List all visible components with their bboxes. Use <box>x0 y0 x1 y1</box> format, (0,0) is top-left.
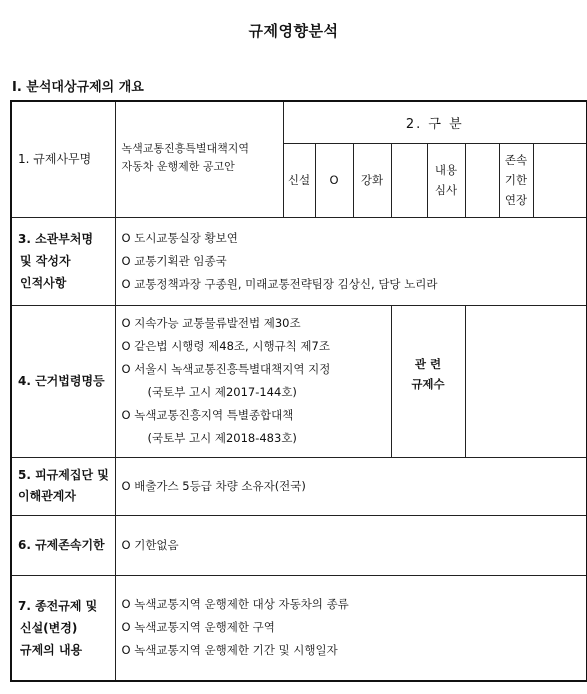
list-item: O 교통정책과장 구종원, 미래교통전략팀장 김상신, 담당 노리라 <box>121 276 438 291</box>
list-item: O 녹색교통지역 운행제한 대상 자동차의 종류 <box>121 597 349 612</box>
option-strengthen-mark <box>391 143 427 217</box>
option-new-label: 신설 <box>283 143 315 217</box>
regulation-overview-table <box>10 100 587 682</box>
regulation-name-label: 1. 규제사무명 <box>11 101 115 217</box>
regulation-name-line: 자동차 운행제한 공고안 <box>121 160 235 173</box>
regulation-content-value <box>115 575 587 681</box>
legal-basis-value <box>115 305 391 457</box>
document-title: 규제영향분석 <box>248 22 339 40</box>
table-row <box>11 515 587 575</box>
classification-header: 2. 구 분 <box>283 101 587 143</box>
option-term-extension-mark <box>533 143 587 217</box>
legal-basis-label: 4. 근거법령명등 <box>11 305 115 457</box>
regulated-group-value: O 배출가스 5등급 차량 소유자(전국) <box>115 457 587 515</box>
regulation-period-label: 6. 규제존속기한 <box>11 515 115 575</box>
list-item: O 녹색교통지역 운행제한 구역 <box>121 620 275 635</box>
list-item: O 교통기획관 임종국 <box>121 253 227 268</box>
option-new-mark: O <box>315 143 353 217</box>
table-row <box>11 575 587 681</box>
regulation-name-line: 녹색교통진흥특별대책지역 <box>121 142 250 155</box>
list-item: O 녹색교통지역 운행제한 기간 및 시행일자 <box>121 643 338 658</box>
table-row <box>11 457 587 515</box>
list-item: O 도시교통실장 황보연 <box>121 230 238 245</box>
related-regulations-label: 관 련 규제수 <box>391 305 465 457</box>
list-item: O 지속가능 교통물류발전법 제30조 <box>121 316 301 330</box>
option-strengthen-label: 강화 <box>353 143 391 217</box>
table-row <box>11 101 587 143</box>
table-row <box>11 305 587 457</box>
related-regulations-value <box>465 305 587 457</box>
list-item: O 녹색교통진흥지역 특별종합대책 <box>121 408 294 422</box>
option-term-extension-label: 존속 기한 연장 <box>499 143 533 217</box>
ministry-label: 3. 소관부처명 및 작성자 인적사항 <box>11 217 115 305</box>
regulation-content-label: 7. 종전규제 및 신설(변경) 규제의 내용 <box>11 575 115 681</box>
ministry-value <box>115 217 587 305</box>
regulation-name-value <box>115 101 283 217</box>
regulation-period-value: O 기한없음 <box>115 515 587 575</box>
option-content-review-label: 내용 심사 <box>427 143 465 217</box>
list-item: O 같은법 시행령 제48조, 시행규칙 제7조 <box>121 339 330 353</box>
list-item: (국토부 고시 제2017-144호) <box>147 385 297 399</box>
table-row <box>11 217 587 305</box>
option-content-review-mark <box>465 143 499 217</box>
list-item: (국토부 고시 제2018-483호) <box>147 431 297 445</box>
section-heading: Ⅰ. 분석대상규제의 개요 <box>12 80 144 95</box>
regulated-group-label: 5. 피규제집단 및 이해관계자 <box>11 457 115 515</box>
list-item: O 서울시 녹색교통진흥특별대책지역 지정 <box>121 362 331 376</box>
